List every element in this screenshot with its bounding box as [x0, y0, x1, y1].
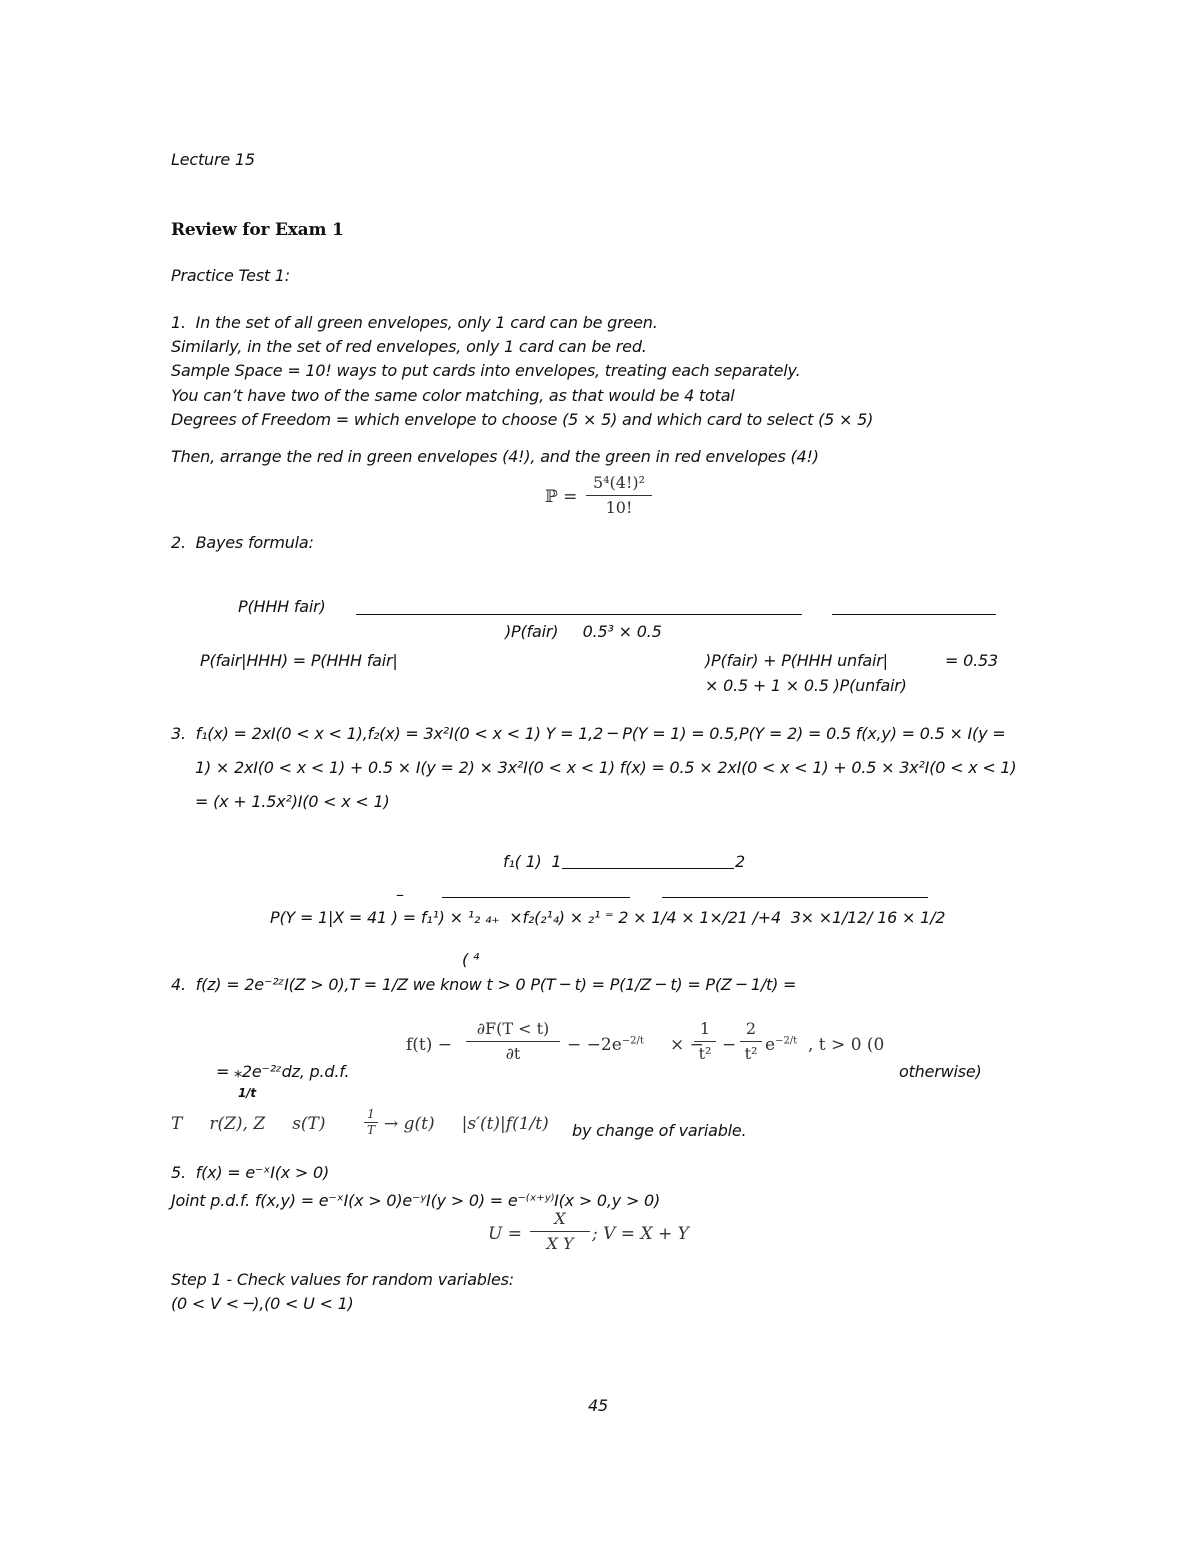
q5-line-2: Joint p.d.f. f(x,y) = e⁻ˣI(x > 0)e⁻ʸI(y > 0) = e⁻⁽ˣ⁺ʸ⁾I(x > 0,y > 0)	[171, 1191, 661, 1210]
q1-denominator: 10!	[605, 498, 633, 517]
q1-line-3: Sample Space = 10! ways to put cards into envelopes, treating each separately.	[171, 361, 801, 380]
q4-eq-numerator-2: 1	[699, 1019, 711, 1038]
q4-change-of-variable-text: by change of variable.	[572, 1121, 747, 1140]
q3-dash: –	[396, 885, 404, 904]
q4-cv-denominator: T	[366, 1123, 375, 1137]
q5-step-1: Step 1 - Check values for random variables:	[171, 1270, 514, 1289]
q3-fraction-line-top	[562, 868, 734, 869]
q2-denominator-term-2: × 0.5 + 1 × 0.5 )P(unfair)	[705, 676, 907, 695]
q4-eq-denominator-3: t²	[744, 1044, 758, 1063]
q3-fraction-line-right	[662, 897, 928, 898]
q5-range: (0 < V < ─),(0 < U < 1)	[171, 1294, 354, 1313]
q3-line-1: 3. f₁(x) = 2xI(0 < x < 1),f₂(x) = 3x²I(0 < x < 1) Y = 1,2 ─ P(Y = 1) = 0.5,P(Y = 2) = 0.5 f(x,y) = 0.5 × I(y =	[171, 724, 1006, 743]
q3-fraction-top-left: f₁( 1) 1	[503, 852, 562, 871]
q4-eq-fraction-2	[694, 1018, 716, 1065]
q4-eq-times: × −	[670, 1035, 704, 1055]
q2-posterior-lhs: P(fair|HHH) = P(HHH fair|	[200, 651, 398, 670]
q4-change-of-variable-math: T r(Z), Z s(T)	[171, 1114, 326, 1134]
q1-equation-lhs: ℙ =	[545, 487, 578, 507]
q5-eq-fraction	[530, 1208, 590, 1255]
q3-line-2: 1) × 2xI(0 < x < 1) + 0.5 × I(y = 2) × 3x²I(0 < x < 1) f(x) = 0.5 × 2xI(0 < x < 1) + 0.5 × 3x²I(0 < x < 1)	[195, 758, 1017, 777]
page-number: 45	[588, 1396, 608, 1415]
q1-line-2: Similarly, in the set of red envelopes, only 1 card can be red.	[171, 337, 647, 356]
q5-eq-v: ; V = X + Y	[592, 1224, 689, 1244]
q4-eq-mid	[567, 1034, 644, 1056]
q4-eq-denominator-2: t²	[698, 1044, 712, 1063]
q4-integral: = ⁎2e⁻²ᶻdz, p.d.f.	[216, 1062, 350, 1081]
q4-eq-end: , t > 0 (0	[808, 1035, 885, 1055]
q2-prior-term: )P(fair) 0.5³ × 0.5	[505, 622, 662, 641]
q3-line-3: = (x + 1.5x²)I(0 < x < 1)	[195, 792, 390, 811]
q4-integral-lower-limit: 1/t	[238, 1086, 256, 1100]
q2-label: 2. Bayes formula:	[171, 533, 314, 552]
q2-denominator-term: )P(fair) + P(HHH unfair|	[705, 651, 888, 670]
q4-eq-minus: −	[722, 1035, 737, 1055]
q4-eq-fraction-1	[466, 1018, 560, 1065]
q2-fraction-line-1	[356, 614, 802, 615]
q4-line-1: 4. f(z) = 2e⁻²ᶻI(Z > 0),T = 1/Z we know t > 0 P(T ─ t) = P(1/Z ─ t) = P(Z ─ 1/t) =	[171, 975, 797, 994]
q4-eq-denominator: ∂t	[505, 1044, 521, 1063]
q1-line-5: Degrees of Freedom = which envelope to choose (5 × 5) and which card to select (5 × 5)	[171, 410, 874, 429]
q4-eq-numerator-3: 2	[745, 1019, 757, 1038]
page-title: Review for Exam 1	[171, 220, 344, 240]
q3-fraction-bottom: ( ⁴	[462, 950, 480, 969]
lecture-label: Lecture 15	[171, 150, 255, 169]
fraction-bar	[586, 495, 652, 496]
q4-change-of-variable-math-2: → g(t) |s′(t)|f(1/t)	[384, 1114, 549, 1134]
q1-equation-fraction	[586, 472, 652, 519]
q4-eq-exponent: −2/t	[621, 1035, 644, 1047]
q3-conditional-probability: P(Y = 1|X = 41 ) = f₁¹) × ¹₂ ₄₊ ×f₂(₂¹₄) × ₂¹ ⁼ 2 × 1/4 × 1×/21 /+4 3× ×1/12/ 16 × 1/2	[270, 908, 946, 927]
q5-line-1: 5. f(x) = e⁻ˣI(x > 0)	[171, 1163, 330, 1182]
q3-fraction-top-right: 2	[735, 852, 745, 871]
q5-eq-denominator: X Y	[546, 1234, 574, 1253]
q1-numerator: 5⁴(4!)²	[592, 473, 646, 492]
q5-eq-numerator: X	[554, 1209, 566, 1228]
q2-numerator-term: P(HHH fair)	[238, 597, 326, 616]
q2-fraction-line-2	[832, 614, 996, 615]
fraction-bar	[694, 1041, 716, 1042]
q4-otherwise: otherwise)	[899, 1062, 982, 1081]
q4-eq-mid-text: − −2e	[567, 1035, 622, 1055]
q4-eq-fraction-3	[740, 1018, 762, 1065]
fraction-bar	[740, 1041, 762, 1042]
q4-eq-f: f(t) −	[406, 1035, 453, 1055]
q5-eq-u: U =	[488, 1224, 522, 1244]
q4-eq-numerator: ∂F(T < t)	[476, 1019, 550, 1038]
fraction-bar	[466, 1041, 560, 1042]
q2-result: = 0.53	[945, 651, 998, 670]
q4-cv-numerator: 1	[367, 1107, 375, 1121]
q3-fraction-line-left	[442, 897, 630, 898]
q1-line-4: You can’t have two of the same color matching, as that would be 4 total	[171, 386, 735, 405]
q4-eq-exponent-2: −2/t	[775, 1035, 798, 1047]
fraction-bar	[530, 1231, 590, 1232]
q4-eq-tail	[765, 1034, 797, 1056]
q4-eq-tail-text: e	[765, 1035, 776, 1055]
q1-line-6: Then, arrange the red in green envelopes (4!), and the green in red envelopes (4!)	[171, 447, 819, 466]
section-subtitle: Practice Test 1:	[171, 266, 290, 285]
q1-line-1: 1. In the set of all green envelopes, only 1 card can be green.	[171, 313, 658, 332]
q4-cv-fraction	[364, 1108, 378, 1137]
